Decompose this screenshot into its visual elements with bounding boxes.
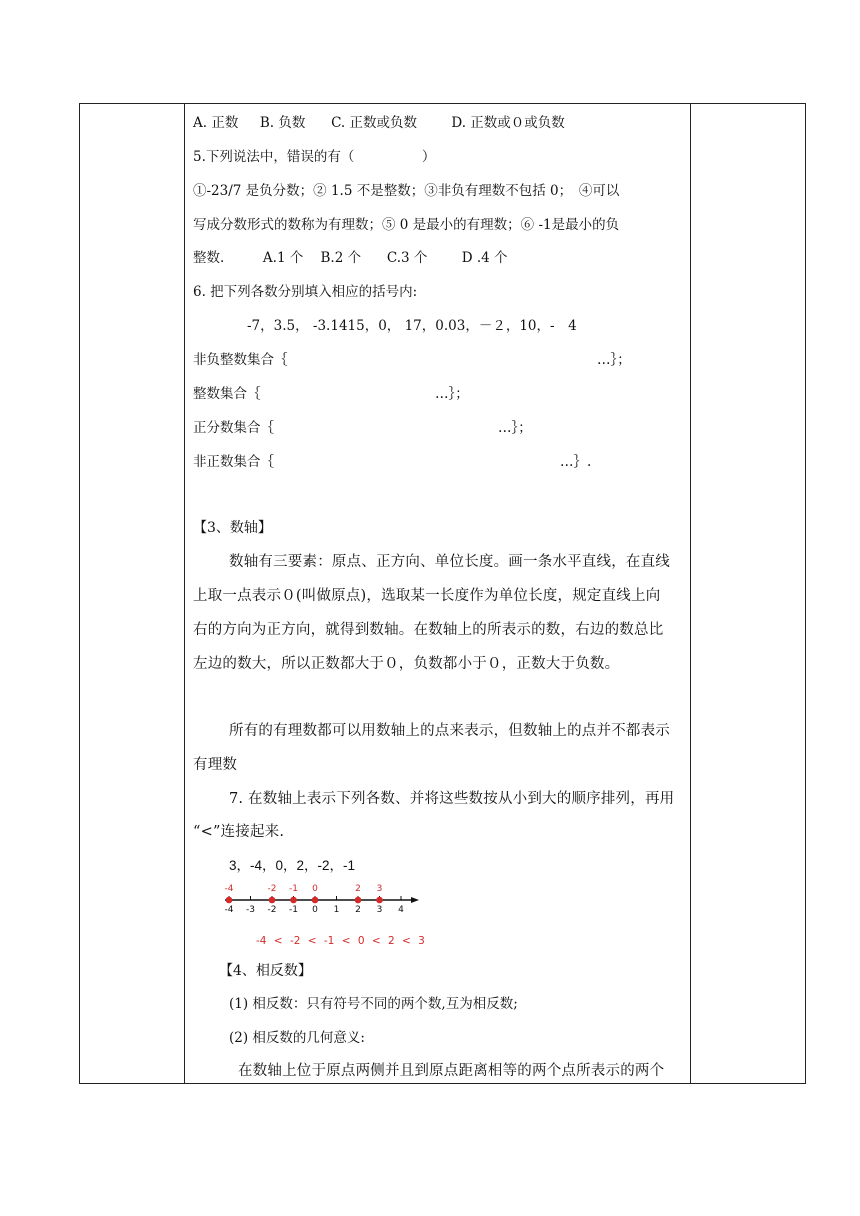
q4-option-a: A. 正数 [193,115,239,131]
q7-line: “<”连接起来. [193,824,285,840]
set-tail: …｝； [498,420,532,436]
set-integers [193,385,663,403]
axis-tick-label: -1 [289,905,298,915]
q5-option-a: A.1 个 [262,250,304,266]
q5-options [193,249,508,267]
q7-numbers: 3，-4，0，2，-2，-1 [229,858,356,873]
q5-statement-line: 写成分数形式的数称为有理数；⑤ 0 是最小的有理数；⑥ -1是最小的负 [193,217,620,233]
set-nonpositive [193,453,663,471]
q5-prefix: 整数. [193,250,225,266]
section3-para-line: 数轴有三要素：原点、正方向、单位长度。画一条水平直线，在直线 [229,554,670,570]
section3-para-line: 左边的数大，所以正数都大于０，负数都小于０，正数大于负数。 [193,656,620,672]
q5-option-d: D .4 个 [461,250,508,266]
q5-option-b: B.2 个 [320,250,362,266]
number-point-label: -4 [225,884,234,894]
q4-option-b: B. 负数 [259,115,306,131]
section3-para-line: 上取一点表示０(叫做原点)，选取某一长度作为单位长度，规定直线上向 [193,588,661,604]
number-point [226,897,233,904]
set-tail: …｝； [597,352,631,368]
number-point-label: 2 [355,884,361,894]
number-point-label: -1 [289,884,298,894]
number-point [290,897,297,904]
section3-para-line: 右的方向为正方向，就得到数轴。在数轴上的所表示的数，右边的数总比 [193,622,664,638]
column-divider-left [184,104,185,1083]
section4-item: 在数轴上位于原点两侧并且到原点距离相等的两个点所表示的两个 [238,1063,665,1079]
column-divider-right [690,104,691,1083]
axis-tick-label: 2 [355,905,361,915]
axis-tick-label: 0 [312,905,318,915]
number-point [312,897,319,904]
q4-option-c: C. 正数或负数 [331,115,418,131]
set-label: 非正数集合｛ [193,454,274,470]
axis-tick-label: -4 [225,905,234,915]
axis-tick-label: -3 [246,905,255,915]
set-positive-fractions [193,419,663,437]
number-point-label: 0 [312,884,318,894]
q6-title: 6. 把下列各数分别填入相应的括号内: [193,284,418,300]
number-point-label: -2 [267,884,277,894]
axis-tick-label: 1 [333,905,340,915]
number-point [376,897,383,904]
set-nonnegative-integers [193,351,663,369]
section3-para2-line: 有理数 [193,757,238,773]
set-tail: …｝. [560,454,592,470]
number-point-label: 3 [376,884,383,894]
q5-option-c: C.3 个 [386,250,428,266]
axis-arrow [411,897,419,903]
axis-tick-label: -2 [267,905,277,915]
section4-heading: 【4、相反数】 [219,963,312,979]
axis-tick-label: 3 [376,905,383,915]
set-label: 非负整数集合｛ [193,352,288,368]
section3-heading: 【3、数轴】 [193,520,272,536]
q5-title: 5.下列说法中，错误的有（ ） [193,149,436,165]
section3-para2-line: 所有的有理数都可以用数轴上的点来表示，但数轴上的点并不都表示 [229,723,670,739]
q5-statement-line: ①-23/7 是负分数；② 1.5 不是整数；③非负有理数不包括 0； ④可以 [193,183,620,199]
set-tail: …｝； [435,386,469,402]
q6-numbers: -7，3.5， -3.1415，0， 17，0.03，－２，10，- 4 [247,318,577,334]
number-point [269,897,276,904]
set-label: 正分数集合｛ [193,420,274,436]
axis-tick-label: 4 [398,905,404,915]
number-point [355,897,362,904]
set-label: 整数集合｛ [193,386,261,402]
section4-item: (2) 相反数的几何意义: [229,1030,365,1046]
lesson-table [79,103,806,1084]
q4-options [193,114,565,132]
q7-line: 7. 在数轴上表示下列各数、并将这些数按从小到大的顺序排列，再用 [229,791,675,807]
q7-ordering: -4 < -2 < -1 < 0 < 2 < 3 [256,935,425,947]
number-line [225,880,445,920]
section4-item: (1) 相反数：只有符号不同的两个数,互为相反数; [229,996,518,1012]
q4-option-d: D. 正数或０或负数 [451,115,565,131]
